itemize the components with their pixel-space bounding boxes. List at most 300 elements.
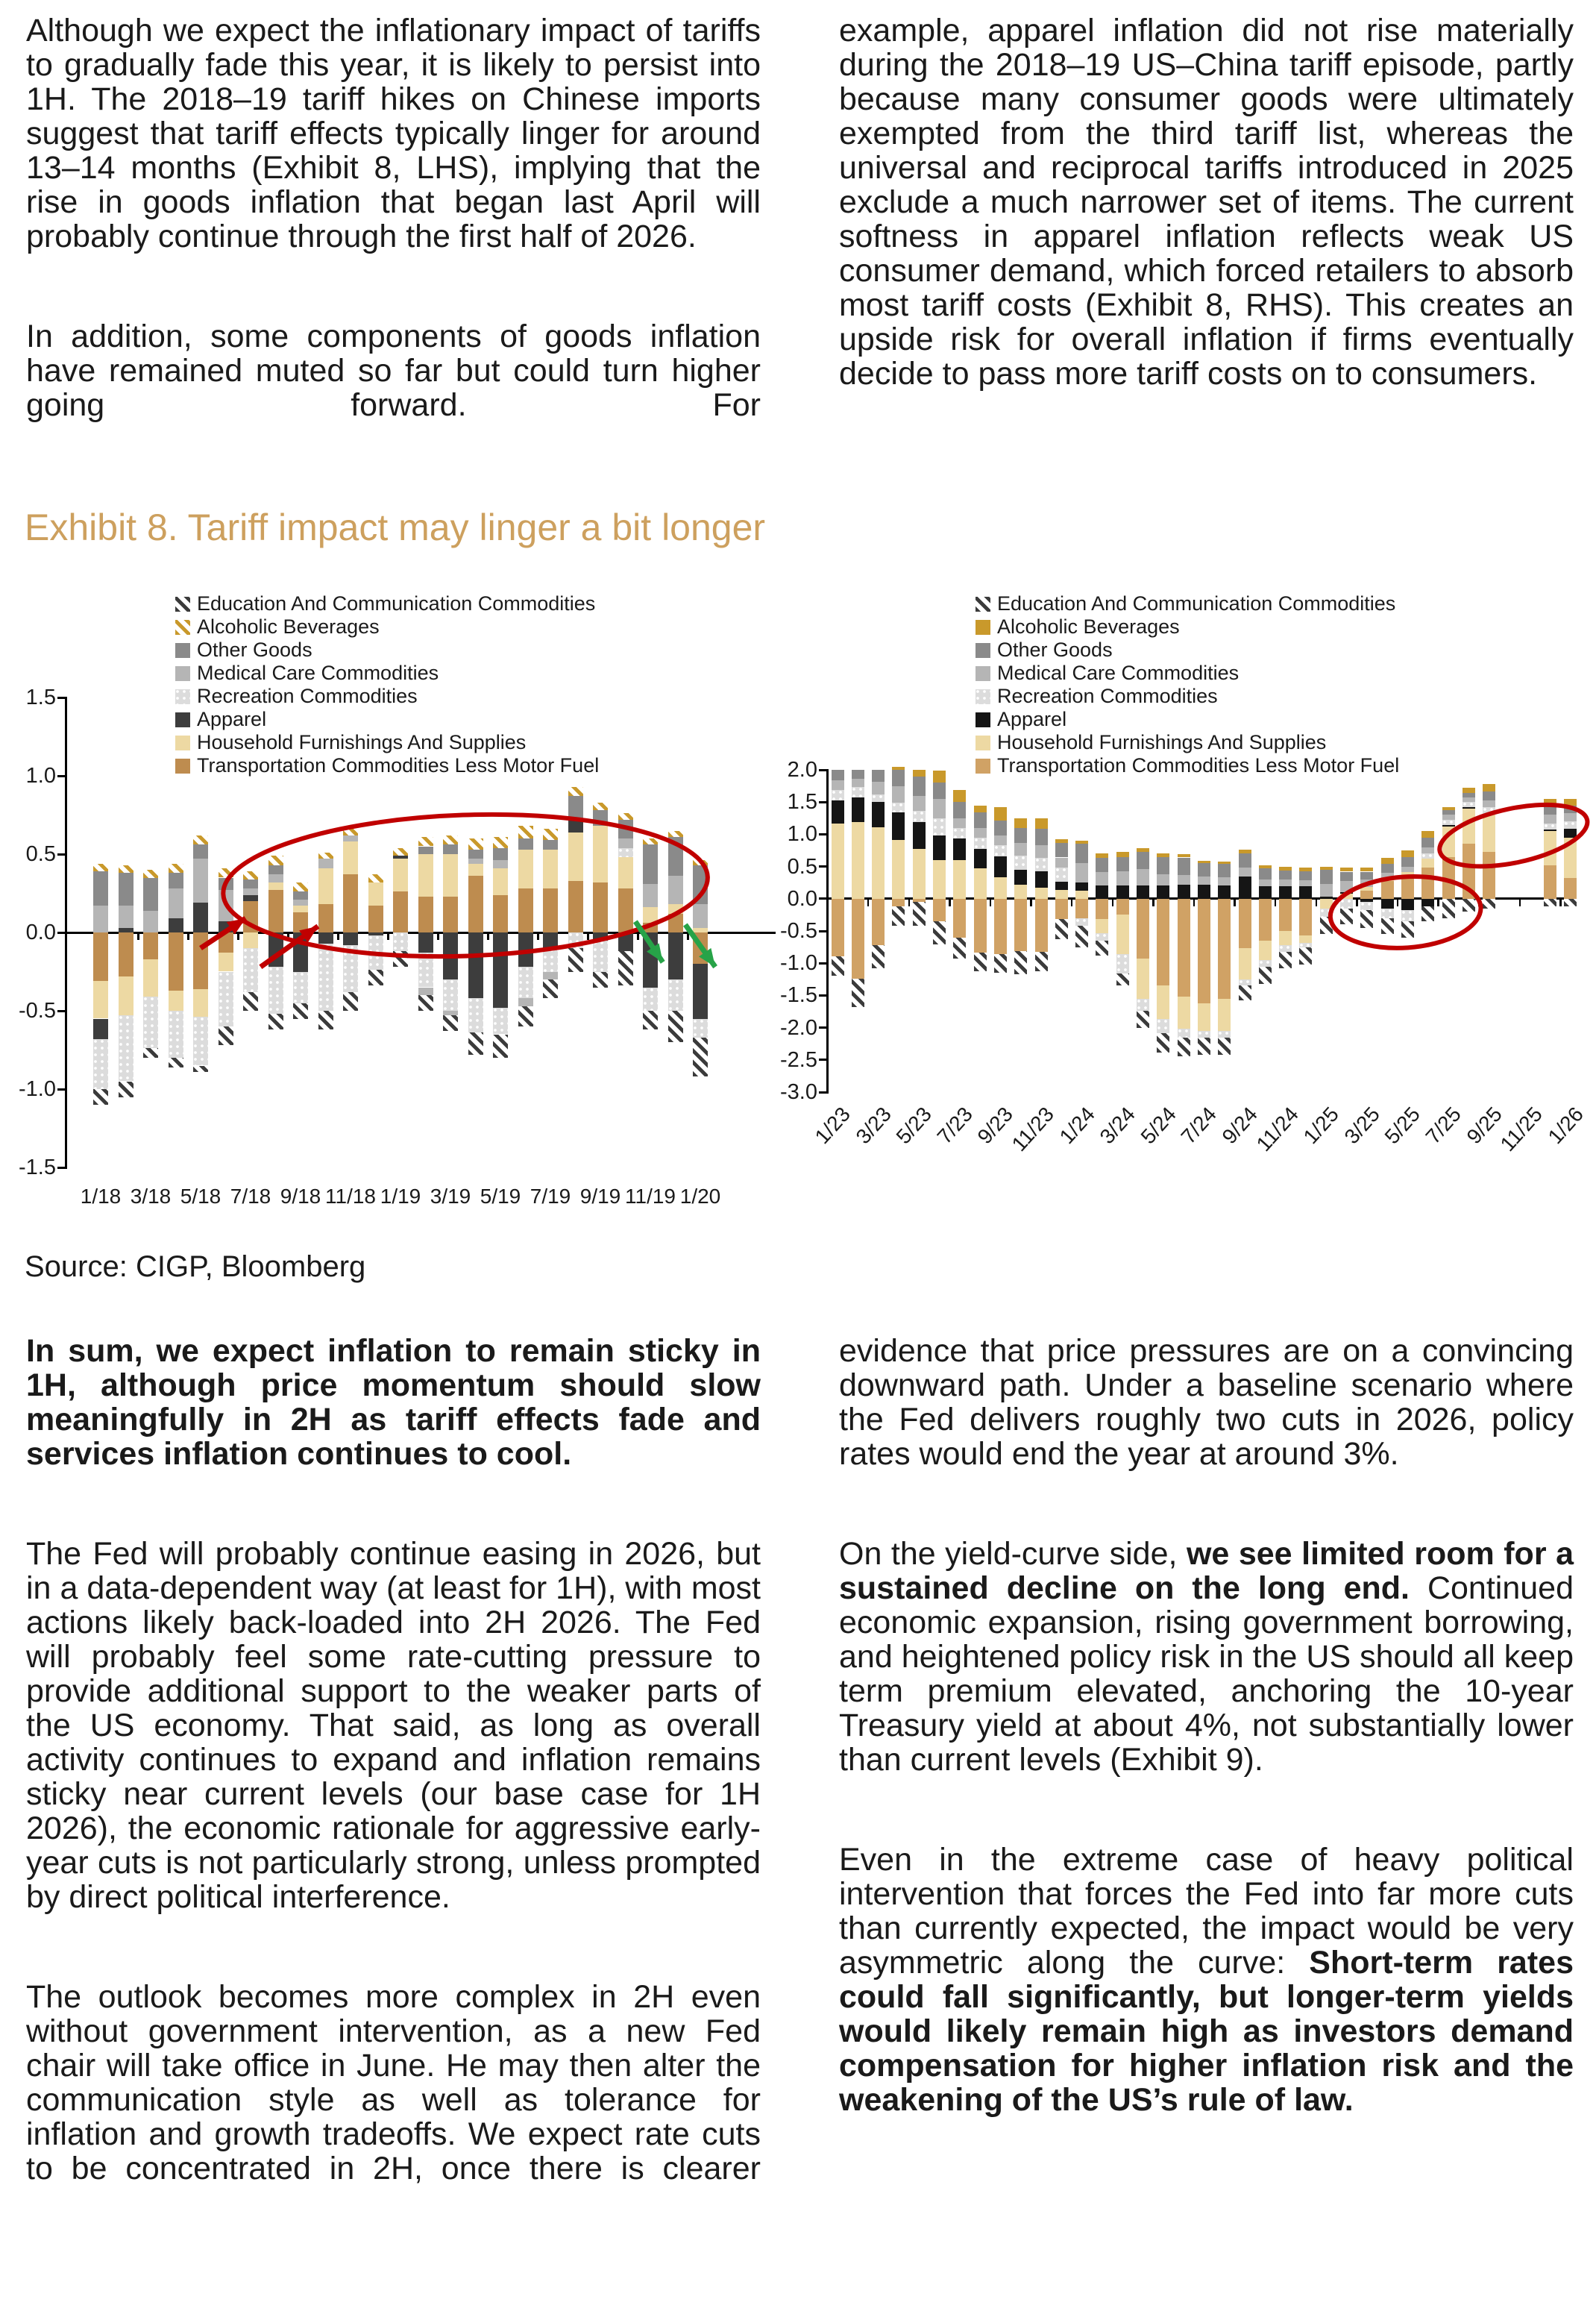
x-axis-tick	[1152, 899, 1154, 906]
bar-segment	[1239, 948, 1251, 979]
bar-segment	[1055, 899, 1068, 920]
bar-segment	[268, 865, 283, 875]
x-axis-label: 3/25	[1339, 1103, 1384, 1149]
bar-segment	[974, 812, 987, 828]
bar-segment	[693, 904, 708, 928]
bar-segment	[852, 787, 864, 797]
bar-segment	[493, 1008, 508, 1035]
bar-segment	[974, 899, 987, 953]
bar-segment	[1279, 867, 1292, 870]
bar-segment	[1178, 858, 1190, 875]
bottom-left-column	[26, 1334, 761, 2186]
bar-segment	[543, 829, 558, 840]
bar-segment	[493, 1035, 508, 1059]
bar-segment	[468, 932, 483, 998]
bar-segment	[343, 932, 358, 945]
bar-segment	[143, 870, 158, 878]
y-axis-tick	[819, 833, 829, 835]
bar-segment	[393, 951, 408, 967]
bar-segment	[1178, 1029, 1190, 1037]
bar-segment	[1544, 899, 1556, 906]
bar-segment	[518, 888, 533, 932]
bar-segment	[1463, 844, 1475, 898]
paragraph: On the yield-curve side, we see limited room for a sustained decline on the long end. Continued economic expansion, rising government borrowing, and heightened policy risk in the US should all keep term premium elevated, anchoring the 10-year Treasury yield at about 4%, not substantially lower than current levels (Exhibit 9).	[839, 1536, 1574, 1778]
bar-segment	[1544, 831, 1556, 865]
bar-segment	[343, 945, 358, 992]
bar-segment	[1421, 899, 1434, 906]
x-axis-tick	[1193, 899, 1196, 906]
legend-item	[975, 615, 1399, 639]
bar-segment	[268, 882, 283, 891]
bar-segment	[1075, 841, 1088, 844]
bar-segment	[1239, 868, 1251, 876]
bar-segment	[953, 838, 966, 860]
bar-segment	[593, 810, 608, 826]
y-axis-label: 0.0	[787, 886, 817, 911]
bar-segment	[1239, 979, 1251, 986]
bar-segment	[1320, 917, 1333, 934]
bar-segment	[468, 1032, 483, 1054]
legend-swatch-icon	[975, 689, 990, 704]
bar-segment	[143, 911, 158, 932]
bar-segment	[518, 998, 533, 1006]
bar-segment	[593, 882, 608, 932]
bar-segment	[852, 770, 864, 779]
legend-label: Education And Communication Commodities	[197, 592, 596, 615]
x-axis-tick	[1519, 899, 1521, 906]
bar-segment	[1401, 867, 1414, 872]
bar-segment	[643, 1011, 658, 1029]
bar-segment	[892, 812, 905, 840]
bar-segment	[832, 790, 844, 800]
bar-segment	[1137, 1011, 1149, 1027]
x-axis-tick	[387, 932, 389, 940]
legend-item	[175, 731, 599, 754]
bar-segment	[1483, 791, 1495, 801]
bar-segment	[1035, 952, 1048, 971]
bar-segment	[1096, 858, 1108, 872]
bar-segment	[1116, 899, 1129, 915]
bar-segment	[1360, 887, 1373, 891]
bar-segment	[169, 873, 183, 888]
x-axis-tick	[1437, 899, 1439, 906]
bar-segment	[169, 991, 183, 1011]
legend-swatch-icon	[175, 689, 190, 704]
bar-segment	[1381, 918, 1394, 935]
bar-segment	[1116, 915, 1129, 954]
bar-segment	[618, 838, 633, 848]
bar-segment	[872, 782, 885, 794]
bar-segment	[1014, 951, 1027, 974]
bar-segment	[1014, 856, 1027, 870]
bar-segment	[1320, 909, 1333, 917]
bar-segment	[933, 899, 946, 921]
bar-segment	[418, 897, 433, 932]
bar-segment	[1483, 784, 1495, 791]
bar-segment	[568, 833, 583, 881]
bar-segment	[593, 932, 608, 941]
bar-segment	[643, 844, 658, 884]
bar-segment	[668, 979, 683, 1011]
bar-segment	[1279, 879, 1292, 886]
bar-segment	[1401, 872, 1414, 875]
bar-segment	[1340, 909, 1353, 925]
x-axis-tick	[908, 899, 911, 906]
bar-segment	[169, 1011, 183, 1058]
bar-segment	[1137, 848, 1149, 851]
bar-segment	[892, 786, 905, 803]
legend-label: Transportation Commodities Less Motor Fuel	[997, 754, 1400, 777]
bar-segment	[1116, 852, 1129, 857]
bar-segment	[1421, 859, 1434, 868]
bar-segment	[1279, 886, 1292, 899]
bar-segment	[1381, 878, 1394, 880]
bar-segment	[953, 790, 966, 802]
legend-item	[175, 615, 599, 639]
bar-segment	[169, 1058, 183, 1067]
bar-segment	[1096, 899, 1108, 919]
y-axis-label: -1.5	[19, 1156, 56, 1179]
bar-segment	[1239, 985, 1251, 1000]
bar-segment	[618, 857, 633, 888]
bar-segment	[1075, 926, 1088, 947]
bar-segment	[293, 882, 308, 892]
bar-segment	[293, 912, 308, 932]
bar-segment	[913, 849, 926, 899]
top-left-column	[26, 13, 761, 422]
bar-segment	[418, 995, 433, 1011]
bar-segment	[1157, 857, 1169, 874]
paragraph: In addition, some components of goods inflation have remained muted so far but could turn higher going forward. For	[26, 319, 761, 423]
paragraph: evidence that price pressures are on a convincing downward path. Under a baseline scenario where the Fed delivers roughly two cuts in 2026, policy rates would end the year at around 3%.	[839, 1333, 1574, 1472]
x-axis-tick	[990, 899, 992, 906]
bar-segment	[618, 820, 633, 838]
bar-segment	[1239, 877, 1251, 899]
bar-segment	[933, 771, 946, 783]
bar-segment	[693, 932, 708, 964]
bar-segment	[493, 932, 508, 1008]
bar-segment	[268, 967, 283, 1014]
bar-segment	[193, 1066, 208, 1072]
bar-segment	[468, 850, 483, 859]
bar-segment	[193, 903, 208, 932]
bar-segment	[193, 1017, 208, 1065]
bar-segment	[568, 787, 583, 797]
bar-segment	[1463, 793, 1475, 797]
bar-segment	[1564, 806, 1577, 813]
bar-segment	[93, 1019, 108, 1039]
bar-segment	[933, 921, 946, 944]
bar-segment	[393, 932, 408, 951]
y-axis-label: 1.5	[787, 790, 817, 815]
bar-segment	[1463, 788, 1475, 793]
legend-label: Transportation Commodities Less Motor Fuel	[197, 754, 600, 777]
legend-item	[975, 754, 1399, 777]
bar-segment	[243, 888, 258, 894]
x-axis-tick	[187, 932, 189, 940]
bar-segment	[318, 944, 333, 1011]
bar-segment	[318, 853, 333, 859]
bar-segment	[568, 932, 583, 948]
bar-segment	[1401, 899, 1414, 911]
x-axis-label: 5/23	[891, 1103, 937, 1149]
bar-segment	[1035, 888, 1048, 899]
bar-segment	[1340, 881, 1353, 892]
bar-segment	[293, 972, 308, 1003]
x-axis-label: 5/19	[480, 1185, 521, 1208]
bar-segment	[1218, 862, 1231, 864]
bar-segment	[543, 840, 558, 850]
bar-segment	[343, 874, 358, 932]
x-axis-label: 9/18	[280, 1185, 321, 1208]
bar-segment	[1340, 899, 1353, 909]
bar-segment	[892, 906, 905, 926]
bar-segment	[832, 956, 844, 976]
bar-segment	[1340, 872, 1353, 882]
bar-segment	[872, 802, 885, 827]
y-axis-tick	[819, 930, 829, 932]
x-axis-tick	[487, 932, 489, 940]
bar-segment	[243, 871, 258, 879]
bar-segment	[1239, 850, 1251, 853]
bar-segment	[268, 890, 283, 932]
bar-segment	[1564, 878, 1577, 899]
x-axis-label: 9/24	[1217, 1103, 1263, 1149]
legend-item	[175, 662, 599, 685]
legend-item	[975, 662, 1399, 685]
bar-segment	[443, 844, 458, 854]
x-axis-label: 1/19	[380, 1185, 421, 1208]
y-axis-label: -2.0	[780, 1015, 817, 1040]
bar-segment	[169, 932, 183, 991]
bar-segment	[1421, 831, 1434, 838]
bar-segment	[668, 904, 683, 914]
bar-segment	[443, 932, 458, 979]
bar-segment	[913, 811, 926, 822]
bar-segment	[618, 951, 633, 985]
bar-segment	[1218, 899, 1231, 999]
bar-segment	[994, 877, 1007, 899]
bar-segment	[219, 1026, 233, 1045]
bar-segment	[1320, 884, 1333, 897]
bar-segment	[693, 865, 708, 905]
bar-segment	[1279, 931, 1292, 945]
legend-swatch-icon	[175, 736, 190, 750]
bar-segment	[832, 770, 844, 780]
bar-segment	[418, 932, 433, 953]
bar-segment	[1198, 1038, 1210, 1055]
bar-segment	[568, 796, 583, 818]
bar-segment	[1544, 865, 1556, 899]
legend-item	[175, 639, 599, 662]
bar-segment	[1544, 830, 1556, 831]
bar-segment	[518, 967, 533, 998]
bar-segment	[1259, 886, 1272, 899]
bar-segment	[418, 988, 433, 996]
x-axis-label: 9/23	[973, 1103, 1018, 1149]
bar-segment	[933, 818, 946, 835]
x-axis-label: 5/24	[1136, 1103, 1181, 1149]
bar-segment	[852, 779, 864, 787]
bar-segment	[1075, 882, 1088, 891]
bar-segment	[1442, 827, 1455, 857]
y-axis-label: -0.5	[19, 999, 56, 1023]
legend-label: Other Goods	[197, 639, 312, 661]
bar-segment	[643, 907, 658, 923]
bar-segment	[1035, 899, 1048, 952]
bar-segment	[1137, 899, 1149, 959]
y-axis-tick	[57, 1088, 67, 1091]
bar-segment	[518, 1006, 533, 1026]
bar-segment	[994, 821, 1007, 835]
y-axis-label: 0.5	[787, 854, 817, 879]
y-axis-label: -3.0	[780, 1080, 817, 1104]
bar-segment	[1483, 852, 1495, 899]
bar-segment	[618, 848, 633, 858]
bar-segment	[443, 897, 458, 932]
bar-segment	[872, 827, 885, 899]
legend-swatch-icon	[175, 597, 190, 612]
y-axis-label: 2.0	[787, 758, 817, 782]
bar-segment	[568, 818, 583, 833]
bar-segment	[1483, 899, 1495, 909]
bar-segment	[1055, 882, 1068, 889]
bar-segment	[393, 891, 408, 932]
bar-segment	[1401, 850, 1414, 857]
bar-segment	[293, 1003, 308, 1019]
x-axis-label: 9/25	[1462, 1103, 1507, 1149]
bar-segment	[193, 859, 208, 903]
bar-segment	[518, 838, 533, 850]
exhibit-title: Exhibit 8. Tariff impact may linger a bit longer	[25, 507, 766, 548]
y-axis-label: 1.0	[25, 764, 56, 788]
y-axis-tick	[819, 801, 829, 803]
legend	[175, 592, 599, 777]
paragraph: Although we expect the inflationary impact of tariffs to gradually fade this year, it is likely to persist into 1H. The 2018–19 tariff hikes on Chinese imports suggest that tariff effects typically linger for around 13–14 months (Exhibit 8, LHS), implying that the rise in goods inflation that began last April will probably continue through the first half of 2026.	[26, 13, 761, 254]
y-axis-tick	[57, 697, 67, 699]
bar-segment	[193, 844, 208, 859]
bar-segment	[1218, 999, 1231, 1031]
bar-segment	[268, 874, 283, 882]
bar-segment	[119, 1082, 133, 1097]
bar-segment	[1421, 906, 1434, 921]
bar-segment	[1198, 899, 1210, 1003]
bar-segment	[1299, 899, 1312, 935]
bar-segment	[933, 799, 946, 818]
y-axis-label: -0.5	[780, 919, 817, 943]
bar-segment	[393, 848, 408, 856]
bar-segment	[418, 837, 433, 847]
x-axis-tick	[1397, 899, 1399, 906]
legend-label: Recreation Commodities	[197, 685, 418, 707]
bar-segment	[1239, 853, 1251, 868]
bar-segment	[418, 854, 433, 897]
x-axis-label: 3/23	[851, 1103, 896, 1149]
bar-segment	[1299, 868, 1312, 871]
y-axis-label: 1.0	[787, 822, 817, 847]
bar-segment	[693, 964, 708, 1019]
bar-segment	[1116, 857, 1129, 871]
x-axis-tick	[537, 932, 539, 940]
bar-segment	[1360, 891, 1373, 898]
bar-segment	[1381, 873, 1394, 878]
x-axis-tick	[1559, 899, 1562, 906]
bar-segment	[219, 932, 233, 953]
bar-segment	[1137, 885, 1149, 899]
bar-segment	[1116, 871, 1129, 885]
bar-segment	[1178, 885, 1190, 899]
bar-segment	[1463, 802, 1475, 807]
y-axis-label: -1.0	[780, 951, 817, 976]
y-axis-tick	[57, 775, 67, 777]
bar-segment	[1218, 885, 1231, 899]
x-axis-label: 1/25	[1298, 1103, 1344, 1149]
bar-segment	[1035, 871, 1048, 888]
y-axis-label: -2.5	[780, 1047, 817, 1072]
bar-segment	[1279, 952, 1292, 968]
bar-segment	[1218, 877, 1231, 885]
bar-segment	[243, 992, 258, 1011]
bar-segment	[1463, 899, 1475, 912]
bar-segment	[219, 972, 233, 1027]
bar-segment	[143, 959, 158, 997]
bar-segment	[1544, 806, 1556, 815]
bar-segment	[953, 938, 966, 959]
bar-segment	[1401, 910, 1414, 921]
bar-segment	[593, 972, 608, 988]
bar-segment	[643, 923, 658, 932]
bar-segment	[1442, 810, 1455, 815]
bar-segment	[994, 899, 1007, 954]
bar-segment	[668, 837, 683, 877]
bar-segment	[219, 953, 233, 971]
bar-segment	[1157, 1019, 1169, 1032]
bar-segment	[1360, 872, 1373, 879]
bar-segment	[119, 932, 133, 976]
x-axis-label: 1/24	[1055, 1103, 1099, 1149]
bar-segment	[974, 849, 987, 868]
right-chart-tariff-2025	[776, 589, 1596, 1305]
bar-segment	[1096, 941, 1108, 956]
x-axis-tick	[867, 899, 870, 906]
bar-segment	[293, 891, 308, 900]
bar-segment	[1401, 857, 1414, 867]
x-axis-tick	[1356, 899, 1358, 906]
bar-segment	[872, 945, 885, 968]
x-axis-tick	[1234, 899, 1236, 906]
bar-segment	[119, 873, 133, 906]
bar-segment	[343, 992, 358, 1011]
x-axis-label: 7/19	[530, 1185, 571, 1208]
bar-segment	[93, 1039, 108, 1089]
bar-segment	[618, 888, 633, 932]
bar-segment	[1421, 853, 1434, 859]
bar-segment	[668, 831, 683, 837]
bar-segment	[1055, 919, 1068, 939]
bar-segment	[994, 807, 1007, 821]
legend-swatch-icon	[975, 736, 990, 750]
legend-swatch-icon	[975, 597, 990, 612]
y-axis-label: -1.5	[780, 983, 817, 1008]
bar-segment	[1035, 858, 1048, 871]
bar-segment	[1360, 902, 1373, 910]
bar-segment	[1014, 899, 1027, 951]
legend-label: Alcoholic Beverages	[197, 615, 380, 638]
x-axis-tick	[1316, 899, 1318, 906]
paragraph: Even in the extreme case of heavy political intervention that forces the Fed into far more cuts than currently expected, the impact would be very asymmetric along the curve: Short-term rates could fall significantly, but longer-term yields would likely remain high as investors demand compensation for higher inflation risk and the weakening of the US’s rule of law.	[839, 1842, 1574, 2118]
bar-segment	[913, 822, 926, 849]
bar-segment	[1096, 919, 1108, 933]
